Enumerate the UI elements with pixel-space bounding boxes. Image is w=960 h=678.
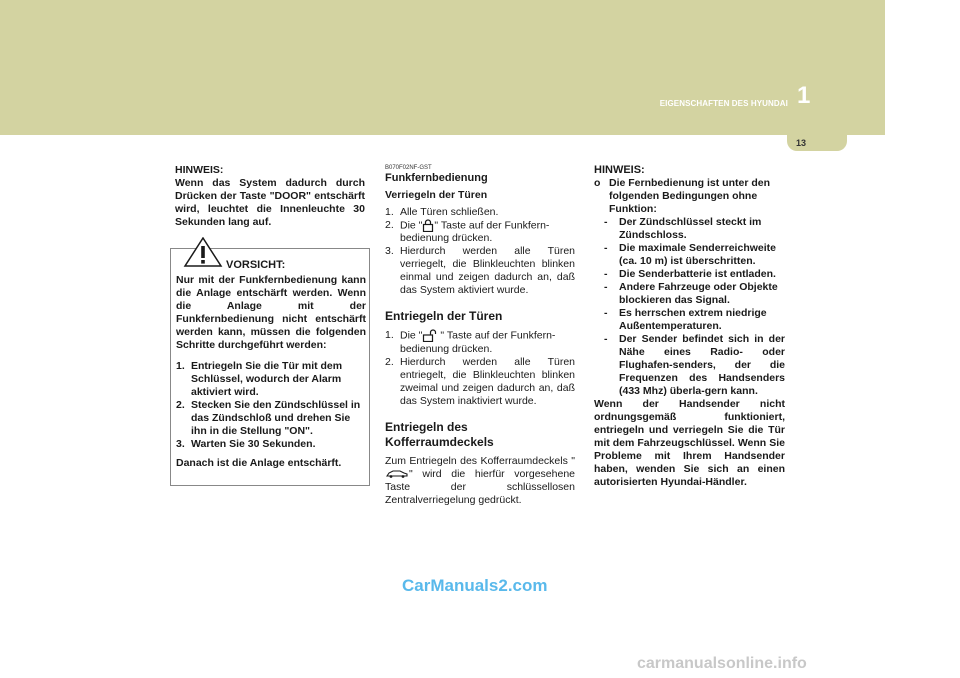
column-left xyxy=(175,164,365,229)
lock-step: 2. Die " " Taste auf der Funkfern-bedienung drücken. xyxy=(385,219,550,245)
section-heading: Funkfernbedienung xyxy=(385,172,488,184)
lock-heading: Verriegeln der Türen xyxy=(385,189,488,201)
lock-icon xyxy=(422,219,434,232)
condition-item: - Andere Fahrzeuge oder Objekte blockieren das Signal. xyxy=(604,281,778,306)
note-outro: Wenn der Handsender nicht ordnungsgemäß funktioniert, entriegeln und verriegeln Sie die Tür mit dem Fahrzeugschlüssel. Wenn Sie Probleme mit Ihrem Handsender haben, wenden Sie sich an einen autorisierten Hyundai-Händler. xyxy=(594,398,785,488)
condition-item: - Der Zündschlüssel steckt im Zündschloss. xyxy=(604,216,762,241)
column-right xyxy=(594,164,785,489)
condition-item: - Es herrschen extrem niedrige Außentemperaturen. xyxy=(604,307,767,332)
condition-item: - Die maximale Senderreichweite (ca. 10 m) ist überschritten. xyxy=(604,242,776,267)
watermark-carmanualsonline: carmanualsonline.info xyxy=(637,655,807,672)
page-number: 13 xyxy=(796,138,807,148)
lock-step: 3. Hierdurch werden alle Türen verriegelt, die Blinkleuchten blinken einmal und zeigen dadurch an, daß das System aktiviert wurde. xyxy=(385,245,575,297)
unlock-heading: Entriegeln der Türen xyxy=(385,309,503,324)
note-text: Wenn das System dadurch durch Drücken der Taste "DOOR" entschärft wird, leuchtet die Innenleuchte 30 Sekunden lang auf. xyxy=(175,177,365,228)
section-code: B070F02NF-GST xyxy=(385,165,432,171)
unlock-icon xyxy=(422,329,440,342)
note-intro: o Die Fernbedienung ist unter den folgenden Bedingungen ohne Funktion: xyxy=(594,177,771,215)
caution-content xyxy=(176,259,366,470)
column-middle xyxy=(385,164,575,507)
condition-item: - Die Senderbatterie ist entladen. xyxy=(604,268,776,280)
unlock-step: 2. Hierdurch werden alle Türen entriegelt, die Blinkleuchten blinken zweimal und zeigen dadurch an, daß das System inaktiviert wurde. xyxy=(385,355,575,407)
watermark-carmanuals2: CarManuals2.com xyxy=(402,576,548,595)
caution-outro: Danach ist die Anlage entschärft. xyxy=(176,457,342,469)
condition-item: - Der Sender befindet sich in der Nähe eines Radio- oder Flughafen-senders, der die Frequenzen des Handsenders (433 Mhz) überla-gern kann. xyxy=(604,333,785,397)
chapter-number: 1 xyxy=(797,82,811,109)
caution-intro: Nur mit der Funkfernbedienung kann die Anlage entschärft werden. Wenn die Anlage mit der Funkfernbedienung nicht entschärft werden kann, müssen die folgenden Schritte durchgeführt werden: xyxy=(176,274,366,351)
note-title: HINWEIS: xyxy=(175,164,224,176)
trunk-heading: Entriegeln des Kofferraumdeckels xyxy=(385,419,494,449)
unlock-step: 1. Die " " Taste auf der Funkfern-bedienung drücken. xyxy=(385,329,556,355)
lock-step: 1. Alle Türen schließen. xyxy=(385,206,499,218)
header-band xyxy=(0,0,885,135)
caution-title: VORSICHT: xyxy=(226,259,286,271)
section-title: EIGENSCHAFTEN DES HYUNDAI xyxy=(659,99,788,108)
caution-box xyxy=(170,248,370,486)
caution-step: 2. Stecken Sie den Zündschlüssel in das Zündschloß und drehen Sie ihn in die Stellung "ON". xyxy=(176,399,361,437)
trunk-text: Zum Entriegeln des Kofferraumdeckels "" wird die hierfür vorgesehene Taste der schlüssellosen Zentralverriegelung gedrückt. xyxy=(385,454,575,506)
caution-step: 1. Entriegeln Sie die Tür mit dem Schlüssel, wodurch der Alarm aktiviert wird. xyxy=(176,360,343,398)
note-title: HINWEIS: xyxy=(594,164,645,176)
trunk-car-icon xyxy=(385,468,409,479)
caution-step: 3. Warten Sie 30 Sekunden. xyxy=(176,438,316,450)
